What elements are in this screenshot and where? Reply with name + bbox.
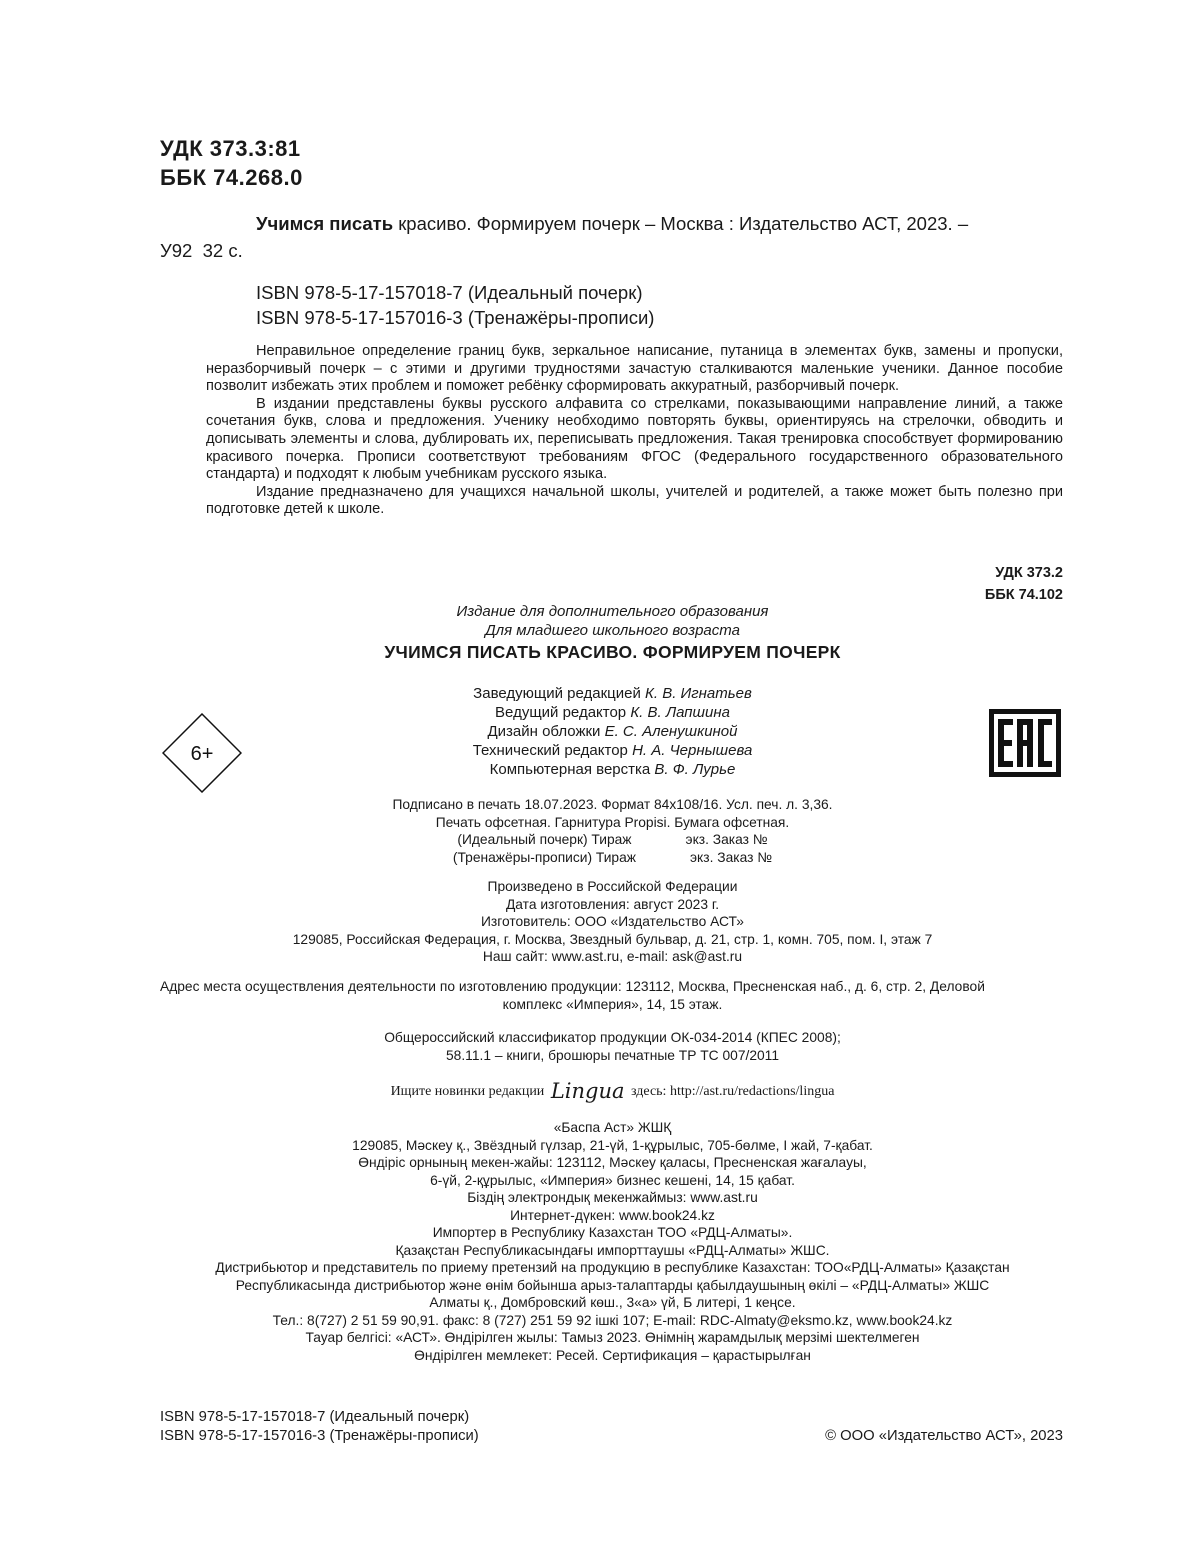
- kz-line: Тауар белгісі: «АСТ». Өндірілген жылы: Тамыз 2023. Өнімнің жарамдылық мерзімі шектелмеген: [305, 1330, 920, 1345]
- bibliographic-record: [160, 210, 1065, 264]
- annotation: [206, 343, 1063, 519]
- udk-bbk-secondary: [985, 562, 1063, 606]
- production-line: Наш сайт: www.ast.ru, e-mail: ask@ast.ru: [482, 949, 743, 964]
- age-rating-text: 6+: [190, 743, 214, 765]
- credit-line: Дизайн обложки Е. С. Аленушкиной: [487, 723, 738, 740]
- isbn-bottom-block: [160, 1408, 479, 1446]
- annotation-paragraph: Неправильное определение границ букв, зеркальное написание, путаница в элементах букв, замены и пропуски, неразборчивый почерк – с этими и другими трудностями зачастую сталкиваются маленькие ученики. Данное пособие позволит избежать этих проблем и поможет ребёнку сформировать аккуратный, разборчивый почерк.: [206, 343, 1063, 395]
- kz-line: Дистрибьютор и представитель по приему претензий на продукцию в республике Казахстан: ТОО«РДЦ-Алматы» Қазақстан: [215, 1260, 1010, 1275]
- classifier-line: 58.11.1 – книги, брошюры печатные ТР ТС 007/2011: [445, 1047, 780, 1063]
- udk-secondary: УДК 373.2: [995, 565, 1063, 581]
- isbn-line: ISBN 978-5-17-157018-7 (Идеальный почерк): [160, 1409, 470, 1425]
- biblio-code-line: [160, 237, 1065, 264]
- credit-line: Заведующий редакцией К. В. Игнатьев: [473, 685, 752, 702]
- production-line: Изготовитель: ООО «Издательство АСТ»: [481, 914, 744, 929]
- address-line: комплекс «Империя», 14, 15 этаж.: [502, 996, 723, 1012]
- isbn-line: ISBN 978-5-17-157016-3 (Тренажёры-прописи): [160, 1428, 479, 1444]
- biblio-title-bold: Учимся писать: [256, 213, 394, 234]
- copyright: © ООО «Издательство АСТ», 2023: [825, 1428, 1063, 1444]
- edition-info: [160, 602, 1065, 640]
- production-line: Произведено в Российской Федерации: [487, 879, 738, 894]
- udk-bbk-header: [160, 134, 303, 192]
- annotation-paragraph: В издании представлены буквы русского алфавита со стрелками, показывающими направление линий, а также сочетания букв, слова и предложения. Ученику необходимо повторять буквы, ориентируясь на стрелочки, обводить и дописывать элементы и слова, дублировать их, переписывать предложения. Такая тренировка способствует формированию красивого почерка. Прописи соответствуют требованиям ФГОС (Федерального государственного образовательного стандарта) и подходят к любым учебникам русского языка.: [206, 395, 1063, 483]
- edition-audience: Для младшего школьного возраста: [485, 622, 740, 639]
- print-info-line: Подписано в печать 18.07.2023. Формат 84x108/16. Усл. печ. л. 3,36.: [392, 797, 833, 812]
- lingua-logo: Lingua: [550, 1079, 625, 1103]
- kz-line: «Баспа Аст» ЖШҚ: [553, 1120, 672, 1135]
- biblio-title-line: [160, 210, 1065, 237]
- production-line: 129085, Российская Федерация, г. Москва, Звездный бульвар, д. 21, стр. 1, комн. 705, пом. I, этаж 7: [292, 931, 933, 947]
- kz-line: Өндірілген мемлекет: Ресей. Сертификация – қарастырылған: [414, 1347, 811, 1363]
- kz-line: 129085, Мәскеу қ., Звёздный гүлзар, 21-үй, 1-құрылыс, 705-бөлме, I жай, 7-қабат.: [352, 1137, 873, 1153]
- production-info: [160, 878, 1065, 966]
- biblio-author-code: У92: [160, 240, 193, 261]
- annotation-paragraph: Издание предназначено для учащихся начальной школы, учителей и родителей, а также может быть полезно при подготовке детей к школе.: [206, 483, 1063, 518]
- edition-type: Издание для дополнительного образования: [456, 603, 769, 620]
- udk-code: УДК 373.3:81: [160, 136, 301, 161]
- kz-line: Өндіріс орнының мекен-жайы: 123112, Мәскеу қаласы, Пресненская жағалауы,: [358, 1155, 867, 1170]
- credit-line: Компьютерная верстка В. Ф. Лурье: [489, 761, 736, 778]
- address-line: Адрес места осуществления деятельности по изготовлению продукции: 123112, Москва, Пресненская наб., д. 6, стр. 2, Деловой: [160, 979, 985, 994]
- lingua-text-before: Ищите новинки редакции: [390, 1084, 545, 1099]
- kz-line: Біздің электрондық мекенжаймыз: www.ast.ru: [467, 1190, 758, 1205]
- lingua-promo: [160, 1078, 1065, 1105]
- biblio-title-rest: красиво. Формируем почерк – Москва : Издательство АСТ, 2023. –: [393, 213, 969, 234]
- print-run-line: (Тренажёры-прописи) Тираж экз. Заказ №: [452, 849, 773, 865]
- bbk-code: ББК 74.268.0: [160, 165, 303, 190]
- production-line: Дата изготовления: август 2023 г.: [505, 896, 720, 912]
- kz-line: Интернет-дүкен: www.book24.kz: [510, 1207, 715, 1223]
- bbk-secondary: ББК 74.102: [984, 587, 1063, 603]
- kz-line: Тел.: 8(727) 2 51 59 90,91. факс: 8 (727) 251 59 92 ішкі 107; E-mail: RDC-Almaty@eksmo.kz, www.book24.kz: [272, 1312, 953, 1328]
- kz-line: Алматы қ., Домбровский көш., 3«а» үй, Б литері, 1 кеңсе.: [429, 1295, 796, 1310]
- isbn-line: ISBN 978-5-17-157016-3 (Тренажёры-прописи): [256, 307, 655, 328]
- kz-line: Республикасында дистрибьютор және өнім бойынша арыз-талаптарды қабылдаушының өкілі – «РДЦ-Алматы» ЖШС: [235, 1277, 990, 1293]
- kz-line: 6-үй, 2-құрылыс, «Империя» бизнес кешені, 14, 15 қабат.: [430, 1172, 795, 1188]
- age-rating-badge: [162, 713, 242, 793]
- lingua-text-after: здесь: http://ast.ru/redactions/lingua: [631, 1084, 835, 1099]
- production-address: [160, 978, 1065, 1013]
- kz-line: Қазақстан Республикасындағы импорттаушы «РДЦ-Алматы» ЖШС.: [395, 1242, 830, 1258]
- product-classifier: [160, 1029, 1065, 1064]
- eac-conformity-mark: [989, 709, 1061, 777]
- credits: [160, 684, 1065, 779]
- credit-line: Технический редактор Н. А. Чернышева: [472, 742, 753, 759]
- credit-line: Ведущий редактор К. В. Лапшина: [495, 704, 730, 721]
- kazakhstan-info: [160, 1119, 1065, 1364]
- isbn-line: ISBN 978-5-17-157018-7 (Идеальный почерк): [256, 282, 643, 303]
- kz-line: Импортер в Республику Казахстан ТОО «РДЦ-Алматы».: [432, 1225, 793, 1240]
- biblio-pages: 32 с.: [202, 240, 243, 261]
- print-info-line: Печать офсетная. Гарнитура Propisi. Бумага офсетная.: [435, 814, 790, 830]
- book-title: УЧИМСЯ ПИСАТЬ КРАСИВО. ФОРМИРУЕМ ПОЧЕРК: [384, 642, 841, 662]
- isbn-top-block: [256, 280, 654, 330]
- classifier-line: Общероссийский классификатор продукции ОК-034-2014 (КПЕС 2008);: [384, 1030, 841, 1045]
- print-run-line: (Идеальный почерк) Тираж экз. Заказ №: [457, 832, 768, 847]
- print-info: [160, 796, 1065, 866]
